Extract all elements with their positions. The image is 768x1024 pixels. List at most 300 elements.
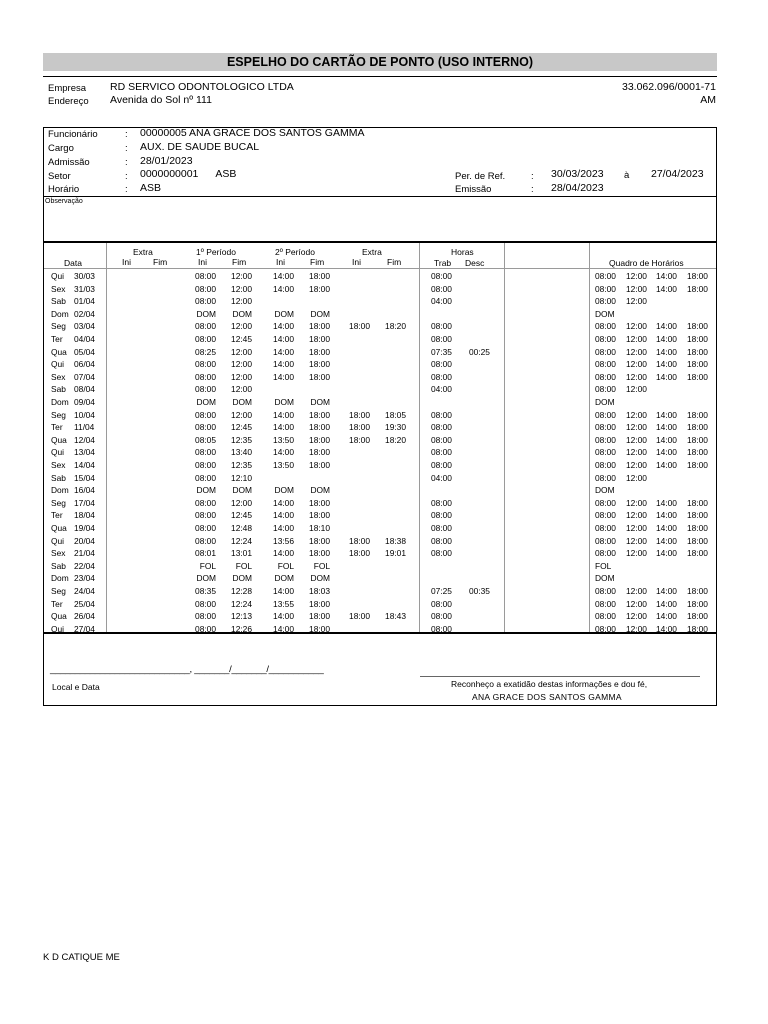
cell-p2i: 14:00 [273,334,294,344]
cell-p1i: 08:00 [195,359,216,370]
cell-quadro: 14:00 [656,548,677,559]
cell-p2i: 14:00 [273,523,294,533]
cell-quadro: 12:00 [626,510,647,521]
cell-p1f: 12:00 [231,271,252,281]
cell-data: 24/04 [74,586,95,596]
cell-trab: 07:35 [431,346,452,357]
cell-p2f: 18:00 [309,611,330,622]
cell-quadro: 18:00 [687,611,708,622]
cell-quadro: 12:00 [626,296,647,307]
cell-p2f: 18:00 [309,321,330,332]
empresa-label: Empresa [48,83,87,94]
cell-quadro: 12:00 [626,434,647,445]
cell-p2f: 18:00 [309,548,330,559]
cell-quadro: 12:00 [626,271,647,281]
cell-p1f: 12:48 [231,523,252,533]
cell-quadro: 08:00 [595,359,616,370]
cell-dia: Ter [51,334,63,344]
funcionario-label: Funcionário [48,129,98,140]
cell-p1f: 13:40 [231,447,252,458]
per-ref-start: 30/03/2023 [551,168,604,180]
cell-quadro: 12:00 [626,409,647,420]
cell-quadro: 18:00 [687,586,708,596]
cell-p1i: DOM [196,573,216,584]
header-horas: Horas [451,247,474,257]
cell-e2f: 18:05 [385,409,406,420]
cell-p2i: 14:00 [273,447,294,458]
funcionario-value: 00000005 ANA GRACE DOS SANTOS GAMMA [140,127,365,139]
cell-p1i: 08:01 [195,548,216,559]
cell-trab: 08:00 [431,523,452,533]
header-fim: Fim [232,257,247,267]
table-row [0,547,768,560]
cell-e2i: 18:00 [349,409,370,420]
cell-p1f: 12:00 [231,296,252,307]
cell-p1f: FOL [235,560,252,571]
cell-p2i: FOL [277,560,294,571]
cell-p1i: 08:00 [195,472,216,483]
cell-data: 22/04 [74,560,95,571]
cell-dia: Ter [51,422,63,433]
table-row [0,598,768,611]
cell-quadro: 12:00 [626,497,647,508]
cell-p2i: 14:00 [273,497,294,508]
cargo-label: Cargo [48,143,74,154]
cell-data: 14/04 [74,460,95,470]
per-ref-end: 27/04/2023 [651,168,704,180]
cell-p2i: 14:00 [273,548,294,559]
table-row [0,535,768,548]
cell-data: 05/04 [74,346,95,357]
cell-quadro: 08:00 [595,422,616,433]
cell-dia: Dom [51,397,69,407]
cell-p1i: DOM [196,397,216,407]
cell-quadro: 14:00 [656,586,677,596]
cell-p2f: 18:00 [309,434,330,445]
table-row [0,509,768,522]
table-row [0,421,768,434]
cell-trab: 08:00 [431,434,452,445]
empresa-value: RD SERVICO ODONTOLOGICO LTDA [110,81,294,93]
cell-quadro: 14:00 [656,371,677,382]
cell-trab: 08:00 [431,409,452,420]
cell-p1i: 08:00 [195,535,216,546]
cell-quadro: 18:00 [687,523,708,533]
cell-data: 30/03 [74,271,95,281]
table-row [0,320,768,333]
emissao-label: Emissão [455,184,492,195]
header-ini: Ini [122,257,131,267]
cell-data: 09/04 [74,397,95,407]
cell-p2f: 18:00 [309,447,330,458]
cell-quadro: 12:00 [626,359,647,370]
header-extra2: Extra [362,247,382,257]
cell-p1i: 08:00 [195,296,216,307]
cell-dia: Dom [51,308,69,319]
table-row [0,308,768,321]
observacao-box [43,196,717,242]
cell-dia: Sex [51,371,66,382]
cell-quadro: 12:00 [626,447,647,458]
cell-p2f: 18:00 [309,334,330,344]
cell-dia: Qui [51,447,65,458]
cell-dia: Qua [51,434,67,445]
cell-trab: 08:00 [431,321,452,332]
cell-quadro: 18:00 [687,447,708,458]
observacao-label: Observação [45,198,83,205]
cell-quadro: 08:00 [595,321,616,332]
cell-p2i: 13:56 [273,535,294,546]
cell-p2i: DOM [274,308,294,319]
cell-p1f: 12:00 [231,321,252,332]
cell-p2f: FOL [313,560,330,571]
cell-p2f: 18:00 [309,271,330,281]
cell-quadro: 14:00 [656,271,677,281]
cell-p1f: 12:24 [231,598,252,609]
cell-p1i: 08:00 [195,271,216,281]
cell-p2f: 18:00 [309,283,330,294]
cell-quadro: 14:00 [656,334,677,344]
cell-p2i: 14:00 [273,271,294,281]
cell-p1i: 08:00 [195,460,216,470]
cell-p2f: 18:00 [309,460,330,470]
table-row [0,484,768,497]
cell-quadro: 18:00 [687,346,708,357]
cell-p1f: 12:00 [231,409,252,420]
cell-p2i: 14:00 [273,623,294,634]
cell-p1i: 08:05 [195,434,216,445]
sep: : [125,143,128,154]
cell-data: 11/04 [74,422,95,433]
sep: : [125,157,128,168]
cell-dia: Seg [51,497,66,508]
cell-quadro: 08:00 [595,283,616,294]
cell-quadro: 14:00 [656,535,677,546]
cell-e2f: 18:20 [385,321,406,332]
cell-p2f: 18:00 [309,510,330,521]
cell-e2i: 18:00 [349,321,370,332]
cell-trab: 08:00 [431,535,452,546]
cell-trab: 08:00 [431,447,452,458]
table-row [0,358,768,371]
cell-quadro: 08:00 [595,623,616,634]
table-row [0,472,768,485]
cell-data: 17/04 [74,497,95,508]
cell-quadro: 12:00 [626,611,647,622]
cell-dia: Sex [51,460,66,470]
cell-quadro: 08:00 [595,611,616,622]
cell-quadro: 18:00 [687,548,708,559]
table-row [0,434,768,447]
cell-p1f: 12:35 [231,434,252,445]
cell-dia: Qui [51,535,65,546]
endereco-value: Avenida do Sol nº 111 [110,94,212,106]
cell-p1i: 08:00 [195,334,216,344]
table-row [0,383,768,396]
cell-data: 12/04 [74,434,95,445]
admissao-value: 28/01/2023 [140,155,193,167]
cell-dia: Qua [51,523,67,533]
cell-data: 27/04 [74,623,95,634]
cell-trab: 08:00 [431,271,452,281]
cell-quadro: 12:00 [626,586,647,596]
cell-p1f: DOM [232,397,252,407]
setor-value: 0000000001 ASB [140,168,237,180]
header-ini: Ini [352,257,361,267]
cell-trab: 08:00 [431,359,452,370]
cell-trab: 08:00 [431,548,452,559]
cell-quadro: 08:00 [595,271,616,281]
header-data: Data [64,258,82,268]
cell-p1i: 08:25 [195,346,216,357]
cell-e2i: 18:00 [349,611,370,622]
header-fim: Fim [387,257,402,267]
cell-quadro: 14:00 [656,409,677,420]
cell-p1i: DOM [196,485,216,496]
cell-quadro: 12:00 [626,283,647,294]
cell-quadro: 14:00 [656,447,677,458]
cell-quadro: 14:00 [656,623,677,634]
cell-dia: Qui [51,359,65,370]
cell-p1i: 08:00 [195,371,216,382]
cell-p2f: 18:00 [309,371,330,382]
cell-p1f: DOM [232,573,252,584]
table-row [0,270,768,283]
table-row [0,572,768,585]
sep: : [125,171,128,182]
admissao-label: Admissão [48,157,90,168]
cell-p2f: 18:00 [309,409,330,420]
endereco-label: Endereço [48,96,89,107]
cell-p2f: DOM [310,308,330,319]
uf-value: AM [700,94,716,106]
page-title: ESPELHO DO CARTÃO DE PONTO (USO INTERNO) [226,55,534,69]
cell-p2f: 18:10 [309,523,330,533]
cell-quadro: 08:00 [595,409,616,420]
cell-dia: Dom [51,573,69,584]
cell-dia: Qua [51,611,67,622]
cell-quadro: 08:00 [595,434,616,445]
cell-dia: Dom [51,485,69,496]
cell-quadro: 18:00 [687,283,708,294]
cell-p2f: DOM [310,573,330,584]
cell-data: 08/04 [74,384,95,395]
cell-data: 15/04 [74,472,95,483]
cell-p2i: 14:00 [273,611,294,622]
cell-quadro: 08:00 [595,523,616,533]
cell-quadro: 18:00 [687,321,708,332]
cell-quadro: 18:00 [687,434,708,445]
cell-quadro: 12:00 [626,535,647,546]
table-row [0,409,768,422]
cell-quadro: 12:00 [626,422,647,433]
cell-p1f: 12:13 [231,611,252,622]
per-ref-label: Per. de Ref. [455,171,506,182]
cnpj-value: 33.062.096/0001-71 [621,81,716,93]
cell-quadro: 18:00 [687,510,708,521]
cell-p2i: 14:00 [273,586,294,596]
divider [43,76,717,77]
cell-quadro: 18:00 [687,422,708,433]
cell-quadro: 18:00 [687,535,708,546]
cell-p1i: 08:00 [195,321,216,332]
cell-quadro: 18:00 [687,359,708,370]
cell-p2f: DOM [310,485,330,496]
cell-quadro: 12:00 [626,371,647,382]
header-quadro: Quadro de Horários [609,258,684,268]
cell-p1f: 12:45 [231,334,252,344]
cell-p1i: 08:00 [195,447,216,458]
cell-quadro: 12:00 [626,523,647,533]
cell-p2i: 13:50 [273,434,294,445]
header-ini: Ini [276,257,285,267]
cell-quadro: 08:00 [595,460,616,470]
cell-e2i: 18:00 [349,434,370,445]
cell-p2i: DOM [274,573,294,584]
cell-quadro: 12:00 [626,334,647,344]
cell-quadro: 14:00 [656,510,677,521]
cell-data: 07/04 [74,371,95,382]
cell-e2i: 18:00 [349,422,370,433]
header-trab: Trab [434,258,452,268]
cell-p1i: DOM [196,308,216,319]
cell-p1f: 12:00 [231,283,252,294]
table-row [0,585,768,598]
cell-p1i: 08:00 [195,384,216,395]
cell-p1f: 12:10 [231,472,252,483]
cell-p1i: 08:00 [195,623,216,634]
cell-data: 23/04 [74,573,95,584]
cell-dia: Sab [51,472,66,483]
table-row [0,459,768,472]
cell-quadro: DOM [595,485,615,496]
table-header-divider [44,268,716,269]
cell-p2i: 14:00 [273,409,294,420]
sep: : [125,184,128,195]
cell-e2f: 18:38 [385,535,406,546]
cell-p1f: 12:00 [231,346,252,357]
cell-trab: 08:00 [431,422,452,433]
cell-p2i: 13:55 [273,598,294,609]
cell-p2i: 14:00 [273,346,294,357]
cell-quadro: 08:00 [595,346,616,357]
table-row [0,283,768,296]
cell-p1f: 13:01 [231,548,252,559]
cell-quadro: 12:00 [626,321,647,332]
cell-dia: Sab [51,560,66,571]
cell-p2i: 14:00 [273,510,294,521]
cell-dia: Sab [51,384,66,395]
cell-data: 20/04 [74,535,95,546]
cell-quadro: 12:00 [626,460,647,470]
cell-p1i: 08:00 [195,611,216,622]
cell-quadro: 18:00 [687,623,708,634]
cell-data: 13/04 [74,447,95,458]
cell-quadro: DOM [595,573,615,584]
cell-dia: Ter [51,598,63,609]
cell-quadro: 08:00 [595,472,616,483]
cell-quadro: 14:00 [656,346,677,357]
reconheco-text: Reconheço a exatidão destas informações e dou fé, [451,679,648,689]
cell-trab: 04:00 [431,384,452,395]
cell-p2i: 14:00 [273,283,294,294]
cell-dia: Sex [51,548,66,559]
cell-p1f: 12:00 [231,384,252,395]
cell-e2f: 19:30 [385,422,406,433]
table-row [0,610,768,623]
cell-p2f: 18:00 [309,422,330,433]
cell-p1f: 12:00 [231,371,252,382]
cell-quadro: 08:00 [595,510,616,521]
cell-p1i: 08:00 [195,523,216,533]
cell-e2i: 18:00 [349,548,370,559]
cell-quadro: 14:00 [656,434,677,445]
sep: : [531,171,534,182]
table-row [0,346,768,359]
cell-quadro: 08:00 [595,535,616,546]
cell-p2i: DOM [274,397,294,407]
cell-desc: 00:25 [469,346,490,357]
cell-quadro: 18:00 [687,409,708,420]
sep: : [125,129,128,140]
cell-data: 16/04 [74,485,95,496]
header-fim: Fim [153,257,168,267]
header-desc: Desc [465,258,485,268]
cell-p1i: 08:00 [195,497,216,508]
cell-p2i: 14:00 [273,371,294,382]
cell-dia: Ter [51,510,63,521]
cell-trab: 08:00 [431,598,452,609]
setor-label: Setor [48,171,71,182]
per-ref-sep: à [624,170,630,181]
cell-p1f: 12:24 [231,535,252,546]
cell-p1f: 12:45 [231,510,252,521]
footer-company: K D CATIQUE ME [43,952,120,963]
sep: : [531,184,534,195]
cell-quadro: 18:00 [687,334,708,344]
cell-p1f: DOM [232,485,252,496]
cell-dia: Qui [51,271,65,281]
cell-p2f: 18:00 [309,623,330,634]
cell-dia: Seg [51,321,66,332]
cell-trab: 08:00 [431,497,452,508]
cell-quadro: 18:00 [687,497,708,508]
table-row [0,396,768,409]
cell-quadro: 12:00 [626,472,647,483]
cell-quadro: 08:00 [595,334,616,344]
cell-data: 31/03 [74,283,95,294]
cell-quadro: 14:00 [656,611,677,622]
cell-quadro: 14:00 [656,460,677,470]
employee-name: ANA GRACE DOS SANTOS GAMMA [472,692,622,702]
table-row [0,446,768,459]
cell-quadro: 18:00 [687,598,708,609]
cell-p1f: 12:00 [231,497,252,508]
cell-p2i: 14:00 [273,321,294,332]
cell-dia: Seg [51,409,66,420]
cell-e2i: 18:00 [349,535,370,546]
cell-trab: 08:00 [431,623,452,634]
horario-value: ASB [140,182,162,194]
cell-quadro: 12:00 [626,384,647,395]
cell-quadro: 08:00 [595,497,616,508]
cell-data: 18/04 [74,510,95,521]
cell-quadro: 14:00 [656,359,677,370]
cell-trab: 04:00 [431,296,452,307]
cell-data: 06/04 [74,359,95,370]
cell-quadro: 14:00 [656,598,677,609]
cell-quadro: 08:00 [595,598,616,609]
